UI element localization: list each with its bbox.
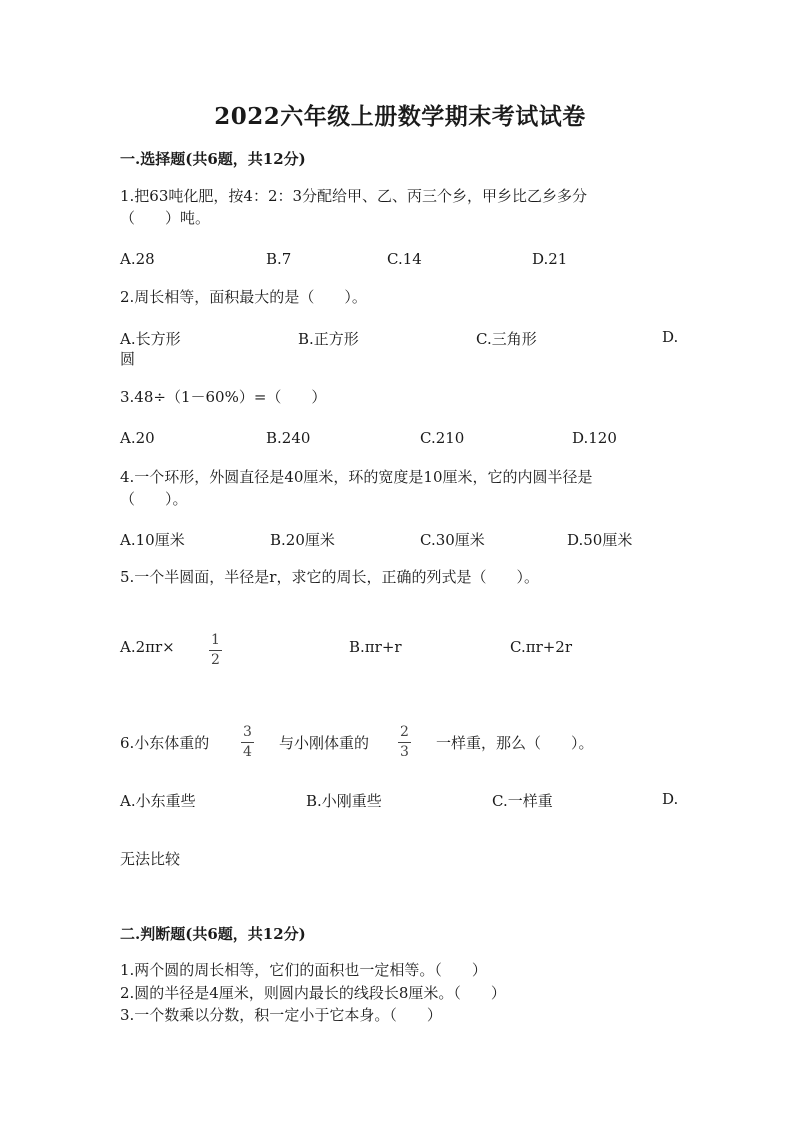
q1-option-c: C.14 (387, 250, 422, 268)
q6-option-d-text: 无法比较 (120, 850, 181, 868)
fraction-bar (241, 742, 254, 743)
question-3: 3.48÷（1－60%）=（ ） (120, 388, 327, 406)
q6-option-a: A.小东重些 (120, 792, 196, 810)
q3-option-c: C.210 (420, 429, 465, 447)
fraction-bar (398, 742, 411, 743)
question-2: 2.周长相等，面积最大的是（ ）。 (120, 288, 367, 306)
fraction-numerator: 1 (211, 632, 220, 648)
q2-option-d-text: 圆 (120, 350, 136, 368)
q2-option-c: C.三角形 (476, 330, 537, 348)
q5-option-a-fraction (209, 632, 222, 669)
question-4-line-2: （ ）。 (120, 490, 188, 508)
judgment-item-3: 3.一个数乘以分数，积一定小于它本身。（ ） (120, 1006, 442, 1024)
section-1-heading: 一.选择题(共6题，共12分) (120, 150, 306, 168)
fraction-denominator: 3 (400, 744, 409, 760)
q1-option-b: B.7 (266, 250, 292, 268)
q6-fraction-1 (241, 724, 254, 761)
judgment-item-1: 1.两个圆的周长相等，它们的面积也一定相等。（ ） (120, 961, 487, 979)
q3-option-d: D.120 (572, 429, 617, 447)
judgment-item-2: 2.圆的半径是4厘米，则圆内最长的线段长8厘米。（ ） (120, 984, 506, 1002)
q5-option-b: B.πr+r (349, 638, 402, 656)
q4-option-d: D.50厘米 (567, 531, 633, 549)
question-1-line-2: （ ）吨。 (120, 209, 211, 227)
q6-fraction-2 (398, 724, 411, 761)
fraction-bar (209, 650, 222, 651)
question-6-part-2: 与小刚体重的 (279, 734, 370, 752)
fraction-denominator: 2 (211, 652, 220, 668)
fraction-denominator: 4 (243, 744, 252, 760)
question-6-part-1: 6.小东体重的 (120, 734, 210, 752)
fraction-numerator: 2 (400, 724, 409, 740)
question-5: 5.一个半圆面，半径是r，求它的周长，正确的列式是（ ）。 (120, 568, 539, 586)
q1-option-a: A.28 (120, 250, 155, 268)
q1-option-d: D.21 (532, 250, 568, 268)
q5-option-c: C.πr+2r (510, 638, 573, 656)
section-2-heading: 二.判断题(共6题，共12分) (120, 925, 306, 943)
fraction-numerator: 3 (243, 724, 252, 740)
q4-option-c: C.30厘米 (420, 531, 485, 549)
q6-option-d: D. (662, 790, 679, 808)
q2-option-b: B.正方形 (298, 330, 359, 348)
q6-option-c: C.一样重 (492, 792, 553, 810)
q3-option-a: A.20 (120, 429, 155, 447)
q4-option-a: A.10厘米 (120, 531, 185, 549)
q2-option-a: A.长方形 (120, 330, 181, 348)
question-6-part-3: 一样重，那么（ ）。 (436, 734, 594, 752)
q3-option-b: B.240 (266, 429, 311, 447)
q4-option-b: B.20厘米 (270, 531, 335, 549)
q6-option-b: B.小刚重些 (306, 792, 382, 810)
q2-option-d: D. (662, 328, 679, 346)
question-1-line-1: 1.把63吨化肥，按4：2：3分配给甲、乙、丙三个乡，甲乡比乙乡多分 (120, 187, 588, 205)
q5-option-a: A.2πr× (120, 638, 175, 656)
question-4-line-1: 4.一个环形，外圆直径是40厘米，环的宽度是10厘米，它的内圆半径是 (120, 468, 593, 486)
page-title: 2022六年级上册数学期末考试试卷 (214, 103, 586, 130)
